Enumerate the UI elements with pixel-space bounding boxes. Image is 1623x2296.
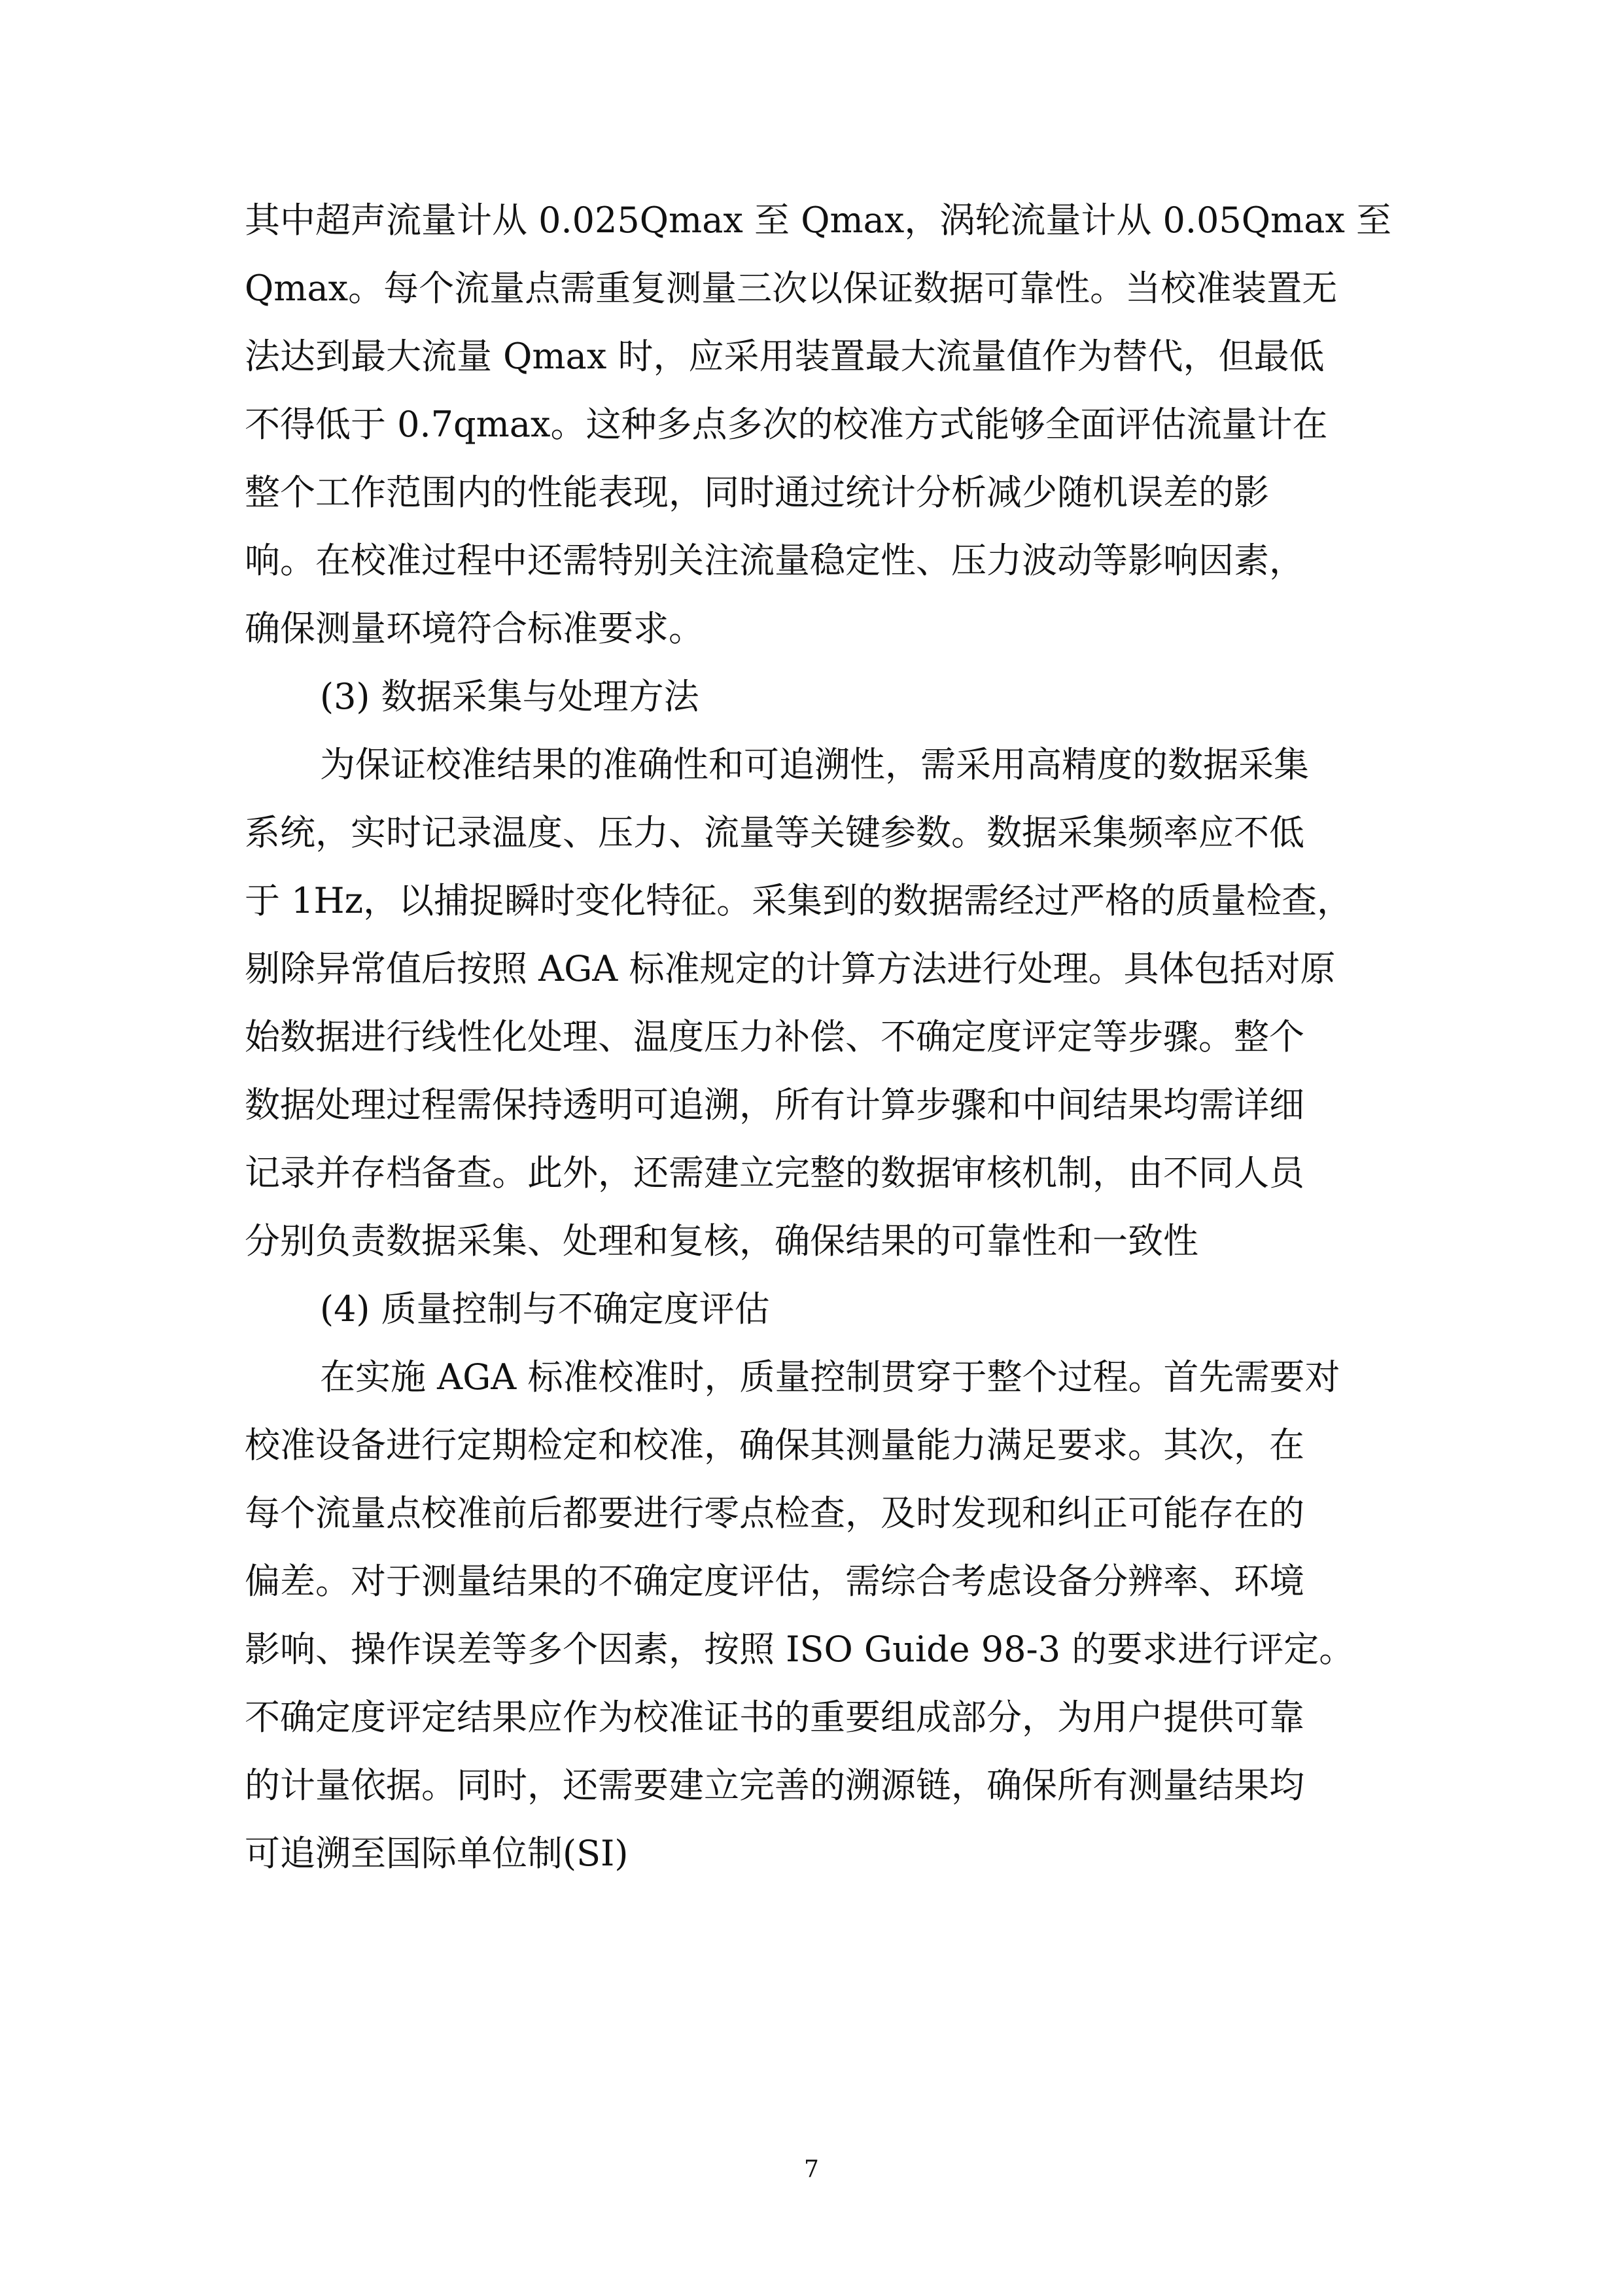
paragraph-line: 确保测量环境符合标准要求。 bbox=[245, 608, 704, 649]
paragraph-line: 整个工作范围内的性能表现，同时通过统计分析减少随机误差的影 bbox=[245, 472, 1269, 513]
paragraph-line: 法达到最大流量 Qmax 时，应采用装置最大流量值作为替代，但最低 bbox=[245, 336, 1325, 377]
paragraph-line: 偏差。对于测量结果的不确定度评估，需综合考虑设备分辨率、环境 bbox=[245, 1561, 1304, 1602]
paragraph-line: 为保证校准结果的准确性和可追溯性，需采用高精度的数据采集 bbox=[320, 744, 1309, 785]
paragraph-line: 始数据进行线性化处理、温度压力补偿、不确定度评定等步骤。整个 bbox=[245, 1016, 1304, 1057]
paragraph-line: 剔除异常值后按照 AGA 标准规定的计算方法进行处理。具体包括对原 bbox=[245, 948, 1336, 989]
paragraph-line: 的计量依据。同时，还需要建立完善的溯源链，确保所有测量结果均 bbox=[245, 1765, 1304, 1806]
page-number: 7 bbox=[804, 2156, 819, 2183]
paragraph-line: 于 1Hz，以捕捉瞬时变化特征。采集到的数据需经过严格的质量检查， bbox=[245, 880, 1353, 921]
paragraph-line: 数据处理过程需保持透明可追溯，所有计算步骤和中间结果均需详细 bbox=[245, 1084, 1304, 1125]
paragraph-line: 系统，实时记录温度、压力、流量等关键参数。数据采集频率应不低 bbox=[245, 812, 1304, 853]
paragraph-line: 分别负责数据采集、处理和复核，确保结果的可靠性和一致性 bbox=[245, 1220, 1198, 1262]
paragraph-line: 其中超声流量计从 0.025Qmax 至 Qmax，涡轮流量计从 0.05Qmax 至 bbox=[245, 200, 1392, 241]
paragraph-line: 记录并存档备查。此外，还需建立完整的数据审核机制，由不同人员 bbox=[245, 1152, 1304, 1193]
section-heading-3: (3) 数据采集与处理方法 bbox=[320, 676, 699, 717]
paragraph-line: Qmax。每个流量点需重复测量三次以保证数据可靠性。当校准装置无 bbox=[245, 268, 1338, 309]
paragraph-line: 每个流量点校准前后都要进行零点检查，及时发现和纠正可能存在的 bbox=[245, 1492, 1304, 1534]
paragraph-line: 可追溯至国际单位制(SI) bbox=[245, 1833, 629, 1874]
paragraph-line: 校准设备进行定期检定和校准，确保其测量能力满足要求。其次，在 bbox=[245, 1424, 1304, 1466]
paragraph-line: 在实施 AGA 标准校准时，质量控制贯穿于整个过程。首先需要对 bbox=[320, 1356, 1340, 1398]
paragraph-line: 影响、操作误差等多个因素，按照 ISO Guide 98-3 的要求进行评定。 bbox=[245, 1629, 1355, 1670]
paragraph-line: 不得低于 0.7qmax。这种多点多次的校准方式能够全面评估流量计在 bbox=[245, 404, 1328, 445]
paragraph-line: 不确定度评定结果应作为校准证书的重要组成部分，为用户提供可靠 bbox=[245, 1697, 1304, 1738]
section-heading-4: (4) 质量控制与不确定度评估 bbox=[320, 1288, 770, 1330]
paragraph-line: 响。在校准过程中还需特别关注流量稳定性、压力波动等影响因素， bbox=[245, 540, 1304, 581]
